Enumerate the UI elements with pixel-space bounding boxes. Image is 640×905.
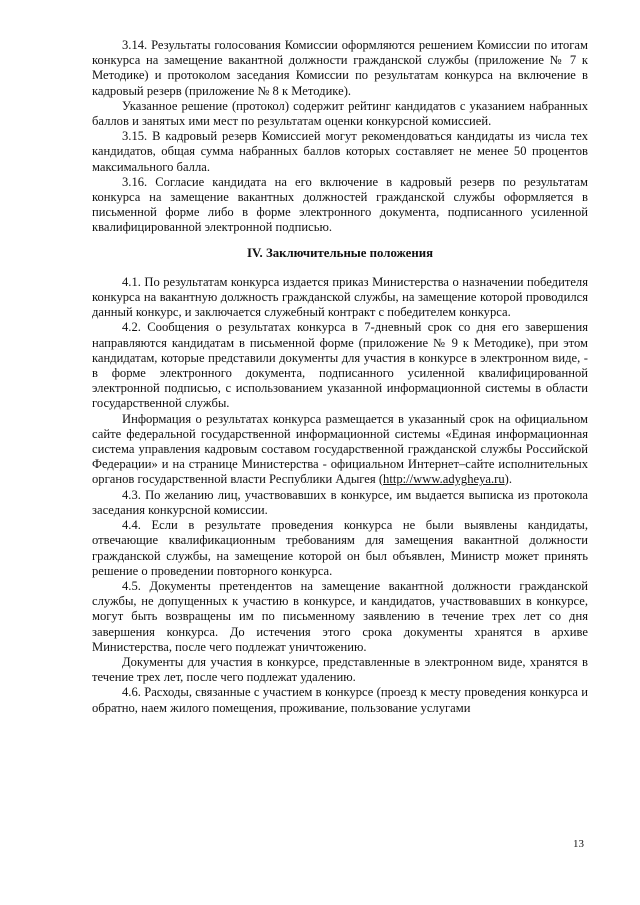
paragraph-electronic-documents: Документы для участия в конкурсе, представленные в электронном виде, хранятся в течение трех лет, после чего подлежат удалению. xyxy=(92,654,588,685)
paragraph-3-14: 3.14. Результаты голосования Комиссии оформляются решением Комиссии по итогам конкурса на замещение вакантной должности гражданской службы (приложение № 7 к Методике) и протоколом заседания Комиссии по результатам конкурса на включение в кадровый резерв (приложение № 8 к Методике). xyxy=(92,38,588,98)
paragraph-4-2: 4.2. Сообщения о результатах конкурса в 7-дневный срок со дня его завершения направляются кандидатам в письменной форме (приложение № 9 к Методике), при этом кандидатам, которые представили документы для участия в конкурсе в электронном виде, - в форме электронного документа, подписанного усиленной квалифицированной электронной подписью, с использованием указанной информационной системы в области государственной службы. xyxy=(92,320,588,411)
paragraph-3-15: 3.15. В кадровый резерв Комиссией могут рекомендоваться кандидаты из числа тех кандидатов, общая сумма набранных баллов которых составляет не менее 50 процентов максимального балла. xyxy=(92,129,588,174)
page-number: 13 xyxy=(573,838,584,850)
paragraph-4-6: 4.6. Расходы, связанные с участием в конкурсе (проезд к месту проведения конкурса и обратно, наем жилого помещения, проживание, пользование услугами xyxy=(92,685,588,715)
paragraph-info-publication xyxy=(92,412,588,488)
paragraph-4-5: 4.5. Документы претендентов на замещение вакантной должности гражданской службы, не допущенных к участию в конкурсе, и кандидатов, участвовавших в конкурсе, могут быть возвращены им по письменному заявлению в течение трех лет со дня завершения конкурса. До истечения этого срока документы хранятся в архиве Министерства, после чего подлежат уничтожению. xyxy=(92,578,588,654)
info-text-before-link: Информация о результатах конкурса размещается в указанный срок на официальном сайте федеральной государственной информационной системы «Единая информационная система управления кадровым составом государственной гражданской службы Российской Федерации» и на странице Министерства - официальном Интернет–сайте исполнительных органов государственной власти Республики Адыгея ( xyxy=(92,411,588,487)
document-page xyxy=(92,38,588,716)
info-text-after-link: ). xyxy=(504,472,512,487)
paragraph-3-16: 3.16. Согласие кандидата на его включение в кадровый резерв по результатам конкурса на замещение вакантных должностей гражданской службы оформляется в письменной форме либо в форме электронного документа, подписанного усиленной квалифицированной электронной подписью. xyxy=(92,174,588,235)
section-heading: IV. Заключительные положения xyxy=(246,245,434,260)
paragraph-decision-rating: Указанное решение (протокол) содержит рейтинг кандидатов с указанием набранных баллов и занятых ими мест по результатам оценки конкурсной комиссией. xyxy=(92,98,588,129)
paragraph-4-3: 4.3. По желанию лиц, участвовавших в конкурсе, им выдается выписка из протокола заседания конкурсной комиссии. xyxy=(92,487,588,517)
website-link[interactable]: http://www.adygheya.ru xyxy=(383,472,505,487)
paragraph-4-1: 4.1. По результатам конкурса издается приказ Министерства о назначении победителя конкурса на вакантную должность гражданской службы, на замещение которой проводился данный конкурс, и заключается служебный контракт с победителем конкурса. xyxy=(92,274,588,320)
paragraph-4-4: 4.4. Если в результате проведения конкурса не были выявлены кандидаты, отвечающие квалификационным требованиям для замещения вакантной должности гражданской службы, на замещение которой он был объявлен, Министр может принять решение о проведении повторного конкурса. xyxy=(92,518,588,578)
